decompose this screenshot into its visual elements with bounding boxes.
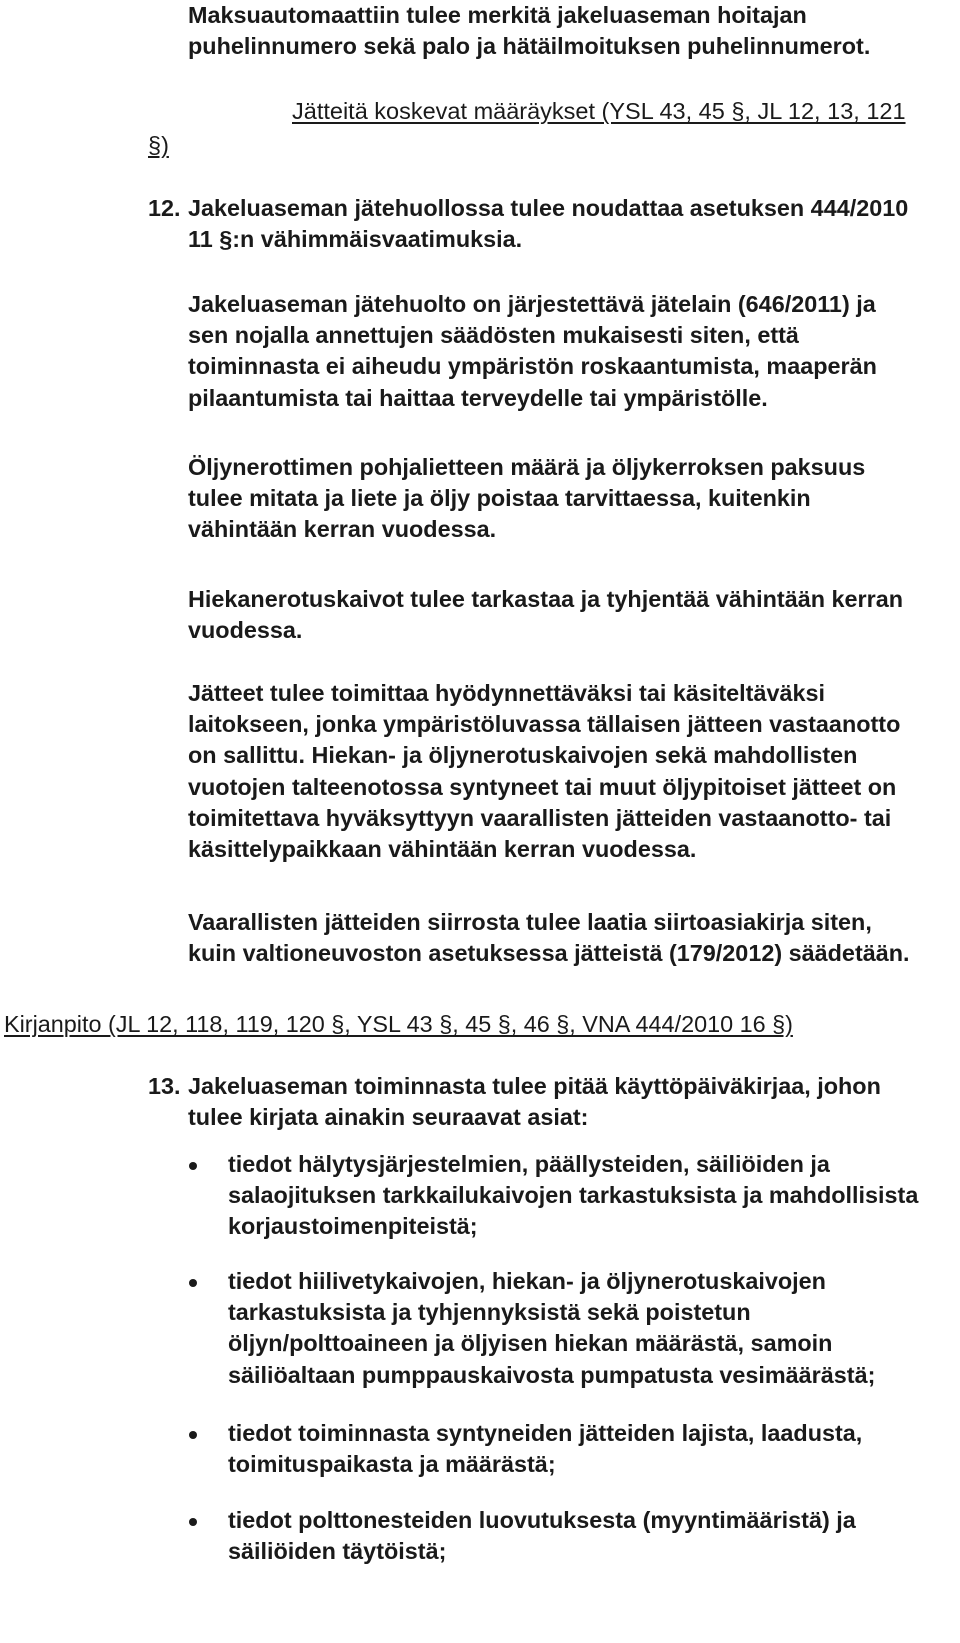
paragraph-line: Hiekanerotuskaivot tulee tarkastaa ja tyhjentää vähintään kerran (188, 586, 904, 612)
paragraph-line: Jakeluaseman jätehuolto on järjestettävä jätelain (646/2011) ja (188, 291, 876, 317)
paragraph (188, 678, 900, 865)
paragraph-line: on sallittu. Hiekan- ja öljynerotuskaivojen sekä mahdollisten (188, 742, 858, 769)
paragraph-line: toimitettava hyväksyttyyn vaarallisten jätteiden vastaanotto- tai (188, 804, 892, 831)
bullet-line: tiedot hälytysjärjestelmien, päällysteiden, säiliöiden ja (228, 1151, 830, 1177)
bullet-line: säiliöaltaan pumppauskaivosta pumpatusta vesimäärästä; (228, 1361, 876, 1388)
paragraph-line: laitokseen, jonka ympäristöluvassa tällaisen jätteen vastaanotto (188, 711, 901, 738)
paragraph-line: pilaantumista tai haittaa terveydelle tai ympäristölle. (188, 384, 768, 411)
section-heading-waste: Jätteitä koskevat määräykset (YSL 43, 45 §, JL 12, 13, 121 (292, 98, 906, 124)
item-number: 13. (148, 1073, 181, 1099)
section-heading-waste-cont: §) (148, 132, 169, 158)
paragraph (188, 452, 865, 546)
paragraph-line: tulee mitata ja liete ja öljy poistaa tarvittaessa, kuitenkin (188, 485, 811, 512)
bullet-icon (189, 1431, 197, 1439)
bullet-line: tiedot toiminnasta syntyneiden jätteiden lajista, laadusta, (228, 1420, 863, 1446)
paragraph-line: toiminnasta ei aiheudu ympäristön roskaantumista, maaperän (188, 353, 877, 380)
paragraph-line: Öljynerottimen pohjalietteen määrä ja öljykerroksen paksuus (188, 454, 866, 480)
bullet-line: tarkastuksista ja tyhjennyksistä sekä poistetun (228, 1299, 751, 1326)
section-heading-bookkeeping: Kirjanpito (JL 12, 118, 119, 120 §, YSL 43 §, 45 §, 46 §, VNA 444/2010 16 §) (4, 1011, 793, 1037)
bullet-line: toimituspaikasta ja määrästä; (228, 1451, 556, 1478)
bullet-line: tiedot hiilivetykaivojen, hiekan- ja öljynerotuskaivojen (228, 1268, 826, 1294)
paragraph (188, 289, 877, 414)
bullet-line: säiliöiden täytöistä; (228, 1538, 447, 1565)
bullet-icon (189, 1518, 197, 1526)
bullet-item (228, 1149, 918, 1243)
paragraph-line: käsittelypaikkaan vähintään kerran vuodessa. (188, 835, 697, 862)
paragraph-line: kuin valtioneuvoston asetuksessa jätteistä (179/2012) säädetään. (188, 940, 910, 967)
bullet-item (228, 1266, 875, 1391)
bullet-line: öljyn/polttoaineen ja öljyisen hiekan määrästä, samoin (228, 1330, 833, 1357)
paragraph-line: vuotojen talteenotossa syntyneet tai muut öljypitoiset jätteet on (188, 773, 897, 800)
item-line: 11 §:n vähimmäisvaatimuksia. (188, 226, 523, 253)
intro-line: Maksuautomaattiin tulee merkitä jakeluaseman hoitajan (188, 2, 807, 28)
paragraph-line: vuodessa. (188, 617, 303, 644)
bullet-icon (189, 1279, 197, 1287)
paragraph-line: Jätteet tulee toimittaa hyödynnettäväksi tai käsiteltäväksi (188, 680, 825, 706)
item-line: Jakeluaseman jätehuollossa tulee noudattaa asetuksen 444/2010 (188, 195, 909, 221)
paragraph-line: vähintään kerran vuodessa. (188, 516, 497, 543)
bullet-line: salaojituksen tarkkailukaivojen tarkastuksista ja mahdollisista (228, 1182, 919, 1209)
paragraph (188, 584, 903, 646)
item-13-text (188, 1071, 881, 1133)
item-line: Jakeluaseman toiminnasta tulee pitää käyttöpäiväkirjaa, johon (188, 1073, 881, 1099)
paragraph-line: sen nojalla annettujen säädösten mukaisesti siten, että (188, 322, 799, 349)
item-number: 12. (148, 195, 181, 221)
item-line: tulee kirjata ainakin seuraavat asiat: (188, 1104, 589, 1131)
bullet-line: korjaustoimenpiteistä; (228, 1213, 478, 1240)
paragraph-line: Vaarallisten jätteiden siirrosta tulee laatia siirtoasiakirja siten, (188, 909, 872, 935)
bullet-line: tiedot polttonesteiden luovutuksesta (myyntimääristä) ja (228, 1507, 856, 1533)
bullet-item (228, 1418, 862, 1480)
intro-paragraph (188, 0, 870, 62)
item-12-text (188, 193, 908, 255)
intro-line: puhelinnumero sekä palo ja hätäilmoituksen puhelinnumerot. (188, 33, 871, 60)
bullet-icon (189, 1162, 197, 1170)
bullet-item (228, 1505, 856, 1567)
paragraph (188, 907, 910, 969)
